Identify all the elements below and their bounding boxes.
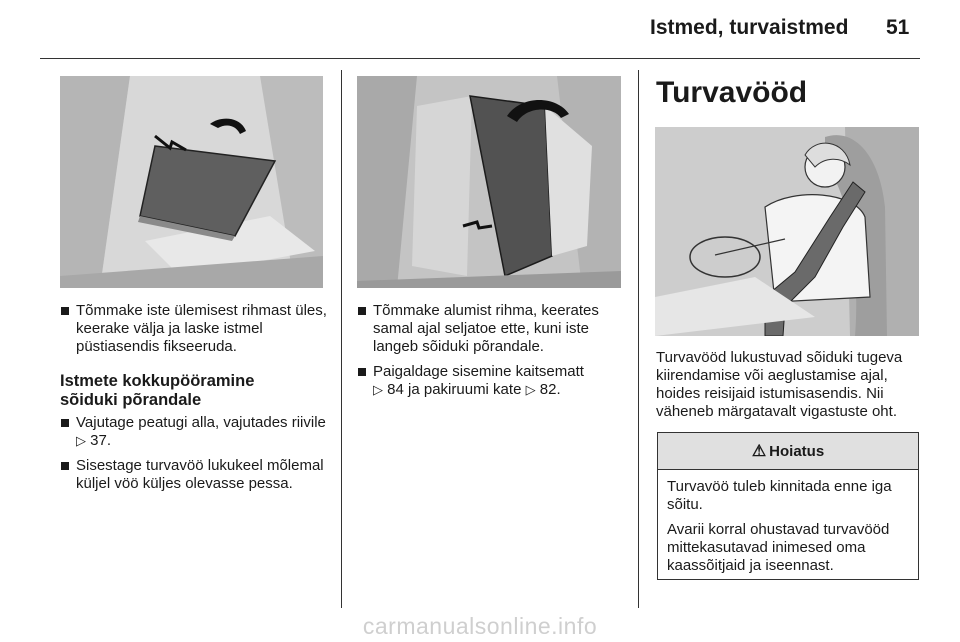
triangle-ref-icon: ▷: [76, 433, 86, 448]
list-item: Tõmmake iste ülemisest rihmast üles, keerake välja ja laske istmel püstiasendis fikseeruda.: [60, 302, 330, 356]
triangle-ref-icon: ▷: [373, 382, 383, 397]
list-item: Tõmmake alumist rihma, keerates samal ajal seljatoe ette, kuni iste langeb sõiduki põrandale.: [357, 302, 627, 356]
seatbelt-description: Turvavööd lukustuvad sõiduki tugeva kiirendamise või aeglustamise ajal, hoides reisijaid istumisasendis. Nii väheneb märgatavalt vigastuste oht.: [656, 349, 903, 420]
list-item: Sisestage turvavöö lukukeel mõlemal küljel vöö küljes olevasse pessa.: [60, 457, 332, 493]
warning-body: [658, 470, 918, 575]
watermark: carmanualsonline.info: [362, 613, 598, 639]
section-heading-line1: Istmete kokkupööramine: [60, 372, 255, 390]
page-number: 51: [886, 16, 910, 39]
warning-title: Hoiatus: [769, 442, 825, 460]
left-bullets-2: [60, 414, 332, 500]
column-divider-2: [638, 70, 639, 608]
middle-bullets: [357, 302, 627, 406]
warning-triangle-icon: ⚠: [751, 443, 767, 460]
triangle-ref-icon: ▷: [525, 382, 536, 397]
section-heading: [60, 372, 335, 410]
list-item: Vajutage peatugi alla, vajutades riivile ▷ 37.: [60, 414, 332, 450]
section-heading-line2: sõiduki põrandale: [60, 391, 202, 409]
warning-header: [658, 433, 918, 470]
seat-folded-floor-illustration: [357, 76, 621, 288]
header-title: Istmed, turvaistmed: [650, 16, 849, 39]
warning-box: [657, 432, 919, 580]
seatbelt-driver-illustration: [655, 127, 919, 336]
warning-paragraph: Turvavöö tuleb kinnitada enne iga sõitu.: [667, 478, 892, 513]
seat-fold-illustration: [60, 76, 323, 288]
column-divider-1: [341, 70, 342, 608]
section-title: Turvavööd: [656, 76, 808, 109]
left-bullets-1: [60, 302, 330, 363]
header-rule: [40, 58, 920, 59]
warning-paragraph: Avarii korral ohustavad turvavööd mittekasutavad inimesed oma kaassõitjaid ja iseennast.: [667, 521, 890, 574]
list-item: Paigaldage sisemine kaitsematt ▷ 84 ja pakiruumi kate ▷ 82.: [357, 363, 627, 399]
